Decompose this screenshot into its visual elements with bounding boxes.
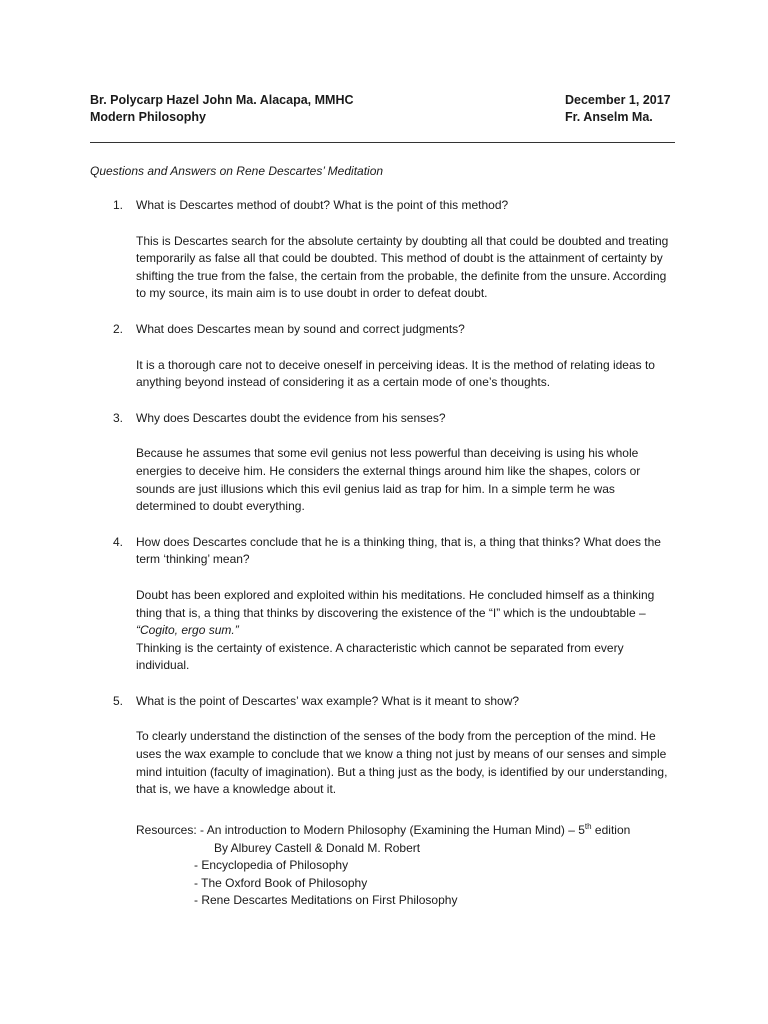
header-left: [90, 92, 354, 126]
cogito-quote: “Cogito, ergo sum.”: [136, 623, 239, 638]
question-item-3: [113, 410, 673, 516]
answer-paragraph: It is a thorough care not to deceive oneself in perceiving ideas. It is the method of relating ideas to anything beyond instead of considering it as a certain mode of one’s thoughts.: [136, 357, 655, 390]
answer-followup: Thinking is the certainty of existence. A characteristic which cannot be separated from every individual.: [136, 640, 624, 673]
professor-name: Fr. Anselm Ma.: [565, 110, 653, 124]
question-text: Why does Descartes doubt the evidence from his senses?: [136, 410, 446, 425]
answer-text: [136, 233, 673, 303]
answer-paragraph: To clearly understand the distinction of the senses of the body from the perception of the mind. He uses the wax example to conclude that we know a thing not just by means of our senses and simple mind intuition (faculty of imagination). But a thing just as the body, is identified by our understanding, that is, we have a knowledge about it.: [136, 729, 668, 797]
answer-text: [136, 357, 673, 392]
answer-text: [136, 728, 673, 798]
document-date: December 1, 2017: [565, 93, 671, 107]
question-list: [113, 197, 673, 817]
question-item-1: [113, 197, 673, 303]
answer-paragraph: This is Descartes search for the absolute certainty by doubting all that could be doubted and treating temporarily as false all that could be doubted. This method of doubt is the attainment of certainty by shifting the true from the false, the certain from the probable, the definite from the unsure. According to my source, its main aim is to use doubt in order to defeat doubt.: [136, 233, 669, 301]
answer-paragraph: Because he assumes that some evil genius not less powerful than deceiving is using his whole energies to deceive him. He considers the external things around him like the shapes, colors or sounds are just illusions which this evil genius laid as trap for him. In a simple term he was determined to doubt everything.: [136, 446, 641, 514]
question-number: 4.: [113, 534, 124, 549]
course-name: Modern Philosophy: [90, 110, 206, 124]
question-number: 2.: [113, 321, 124, 336]
question-text: How does Descartes conclude that he is a thinking thing, that is, a thing that thinks? What does the term ‘thinking’ mean?: [136, 534, 661, 567]
question-number: 3.: [113, 410, 124, 425]
resources-section: [136, 822, 630, 910]
question-number: 1.: [113, 198, 124, 212]
resource-item: - Rene Descartes Meditations on First Philosophy: [194, 893, 458, 908]
resources-label: Resources:: [136, 823, 197, 837]
answer-text: [136, 445, 673, 515]
resource-edition-sup: th: [584, 822, 592, 831]
resource-item: - Encyclopedia of Philosophy: [194, 858, 349, 873]
question-item-2: [113, 321, 673, 392]
resource-item-primary: [136, 822, 630, 840]
resource-item: - The Oxford Book of Philosophy: [194, 875, 368, 890]
question-text: What does Descartes mean by sound and correct judgments?: [136, 321, 465, 336]
document-subtitle: Questions and Answers on Rene Descartes’ Meditation: [90, 164, 384, 178]
question-item-5: [113, 693, 673, 799]
header-divider: [90, 142, 675, 143]
answer-intro: Doubt has been explored and exploited within his meditations. He concluded himself as a thinking thing that is, a thing that thinks by discovering the existence of the “I” which is the undoubtable –: [136, 587, 655, 620]
question-text: What is the point of Descartes’ wax example? What is it meant to show?: [136, 693, 520, 708]
question-number: 5.: [113, 693, 124, 708]
answer-text: [136, 587, 673, 675]
question-item-4: [113, 534, 673, 675]
author-name: Br. Polycarp Hazel John Ma. Alacapa, MMHC: [90, 93, 354, 107]
header-right: [565, 92, 671, 126]
answer-paragraph: [136, 587, 673, 640]
resource-edition: edition: [591, 823, 631, 837]
resource-authors: By Alburey Castell & Donald M. Robert: [214, 840, 421, 855]
question-text: What is Descartes method of doubt? What is the point of this method?: [136, 198, 509, 212]
resource-title: - An introduction to Modern Philosophy (Examining the Human Mind) – 5: [200, 823, 585, 837]
